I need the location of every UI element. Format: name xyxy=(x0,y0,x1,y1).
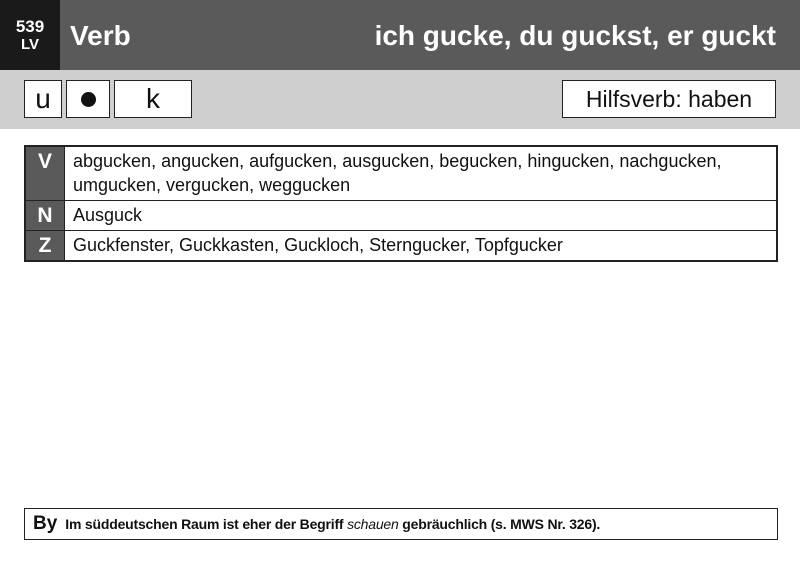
row-words-nouns: Ausguck xyxy=(65,201,778,231)
word-family-table xyxy=(24,145,778,262)
dot-icon xyxy=(81,92,96,107)
word-type-title: Verb xyxy=(70,20,131,51)
syllable-box-middle xyxy=(66,80,110,118)
syllable-last-letter: k xyxy=(146,83,160,114)
card-level: LV xyxy=(20,36,40,53)
table-row xyxy=(25,146,777,201)
row-tag-verbs: V xyxy=(25,146,65,201)
row-tag-nouns: N xyxy=(25,201,65,231)
table-row xyxy=(25,231,777,262)
note-text-before: Im süddeutschen Raum ist eher der Begriff xyxy=(65,516,348,532)
note-text xyxy=(65,516,600,532)
note-text-after: gebräuchlich (s. MWS Nr. 326). xyxy=(398,516,601,532)
note-box xyxy=(24,508,778,540)
table-row xyxy=(25,201,777,231)
auxiliary-verb-box: Hilfsverb: haben xyxy=(562,80,776,118)
card-number-badge xyxy=(0,0,60,70)
row-words-compounds: Guckfenster, Guckkasten, Guckloch, Sterngucker, Topfgucker xyxy=(65,231,778,262)
syllable-box-first xyxy=(24,80,62,118)
note-label: By xyxy=(33,513,58,534)
row-tag-compounds: Z xyxy=(25,231,65,262)
conjugation-text: ich gucke, du guckst, er guckt xyxy=(374,20,776,51)
row-words-verbs: abgucken, angucken, aufgucken, ausgucken, begucken, hingucken, nachgucken, umgucken, vergucken, weggucken xyxy=(65,146,778,201)
note-emphasis: schauen xyxy=(347,516,399,532)
syllable-box-last xyxy=(114,80,192,118)
card-number: 539 xyxy=(15,17,45,36)
syllable-first-letter: u xyxy=(35,83,51,114)
